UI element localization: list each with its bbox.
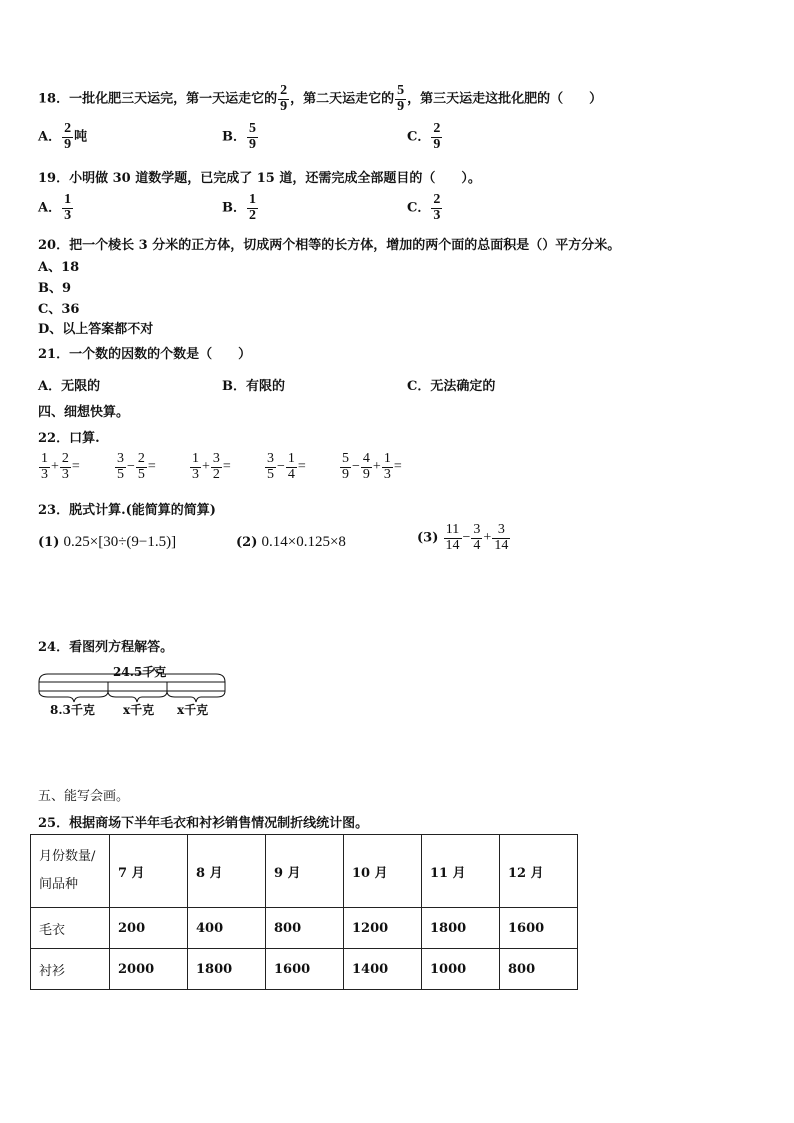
- row-label-shirt: 衬衫: [31, 949, 110, 990]
- question-21: 21．一个数的因数的个数是（ ）: [38, 347, 252, 362]
- q20-option-d: D、以上答案都不对: [38, 322, 154, 337]
- month-header: 12 月: [500, 835, 578, 908]
- section-4-heading: 四、细想快算。: [38, 405, 130, 420]
- month-header: 11 月: [422, 835, 500, 908]
- q18-text-post: ，第三天运走这批化肥的（ ）: [407, 91, 603, 107]
- q18-text-mid: ，第二天运走它的: [290, 91, 395, 107]
- q18-fraction-2: $\frac{5}{9}$: [397, 83, 405, 114]
- q18-option-c: C． $\frac{2}{9}$: [407, 121, 441, 152]
- q19-option-c: C． $\frac{2}{3}$: [407, 192, 441, 223]
- q18-text-pre: 18．一批化肥三天运完，第一天运走它的: [38, 91, 278, 107]
- q20-option-a: A、18: [38, 260, 80, 275]
- question-23-title: 23．脱式计算.(能简算的简算): [38, 503, 216, 518]
- table-cell: 1200: [344, 908, 422, 949]
- table-cell: 1400: [344, 949, 422, 990]
- q24-segment-3-label: x千克: [177, 703, 209, 717]
- q19-option-a: A． $\frac{1}{3}$: [38, 192, 72, 223]
- q20-option-b: B、9: [38, 281, 72, 296]
- sales-table: [30, 834, 578, 990]
- q24-segment-2-label: x千克: [123, 703, 155, 717]
- table-cell: 1600: [500, 908, 578, 949]
- q22-expression-2: $\frac{3}{5}$ − $\frac{2}{5}$ =: [117, 451, 156, 482]
- question-20: 20．把一个棱长 3 分米的正方体，切成两个相等的长方体，增加的两个面的总面积是（）平方分米。: [38, 238, 621, 253]
- month-header: 8 月: [188, 835, 266, 908]
- table-cell: 1600: [266, 949, 344, 990]
- question-22-title: 22．口算.: [38, 431, 100, 446]
- q18-fraction-1: $\frac{2}{9}$: [280, 83, 288, 114]
- q22-expression-1: $\frac{1}{3}$ + $\frac{2}{3}$ =: [41, 451, 80, 482]
- q23-part-3: (3) $\frac{11}{14}$ − $\frac{3}{4}$ + $\frac{3}{14}$: [417, 522, 509, 553]
- q24-segment-1-label: 8.3千克: [50, 703, 95, 717]
- q21-option-a: A．无限的: [38, 379, 101, 394]
- question-18: [38, 84, 602, 114]
- q22-expression-5: $\frac{5}{9}$ − $\frac{4}{9}$ + $\frac{1}{3}$ =: [342, 451, 402, 482]
- q24-total-label: 24.5千克: [113, 665, 167, 679]
- question-19: 19．小明做 30 道数学题，已完成了 15 道，还需完成全部题目的（ ）。: [38, 171, 481, 186]
- month-header: 10 月: [344, 835, 422, 908]
- table-header-row: [31, 835, 578, 908]
- question-25-title: 25．根据商场下半年毛衣和衬衫销售情况制折线统计图。: [38, 816, 369, 831]
- q23-part-2: (2) 0.14×0.125×8: [236, 534, 346, 550]
- question-24-title: 24．看图列方程解答。: [38, 640, 174, 655]
- q21-option-c: C．无法确定的: [407, 379, 496, 394]
- q21-option-b: B．有限的: [222, 379, 285, 394]
- q18-option-b: B． $\frac{5}{9}$: [222, 121, 256, 152]
- q22-expression-4: $\frac{3}{5}$ − $\frac{1}{4}$ =: [267, 451, 306, 482]
- q22-expression-3: $\frac{1}{3}$ + $\frac{3}{2}$ =: [192, 451, 231, 482]
- table-cell: 1800: [188, 949, 266, 990]
- table-cell: 400: [188, 908, 266, 949]
- q23-part-1: (1) 0.25×[30÷(9−1.5)]: [38, 534, 177, 550]
- table-cell: 800: [500, 949, 578, 990]
- q20-option-c: C、36: [38, 302, 80, 317]
- q18-option-a: A． $\frac{2}{9}$ 吨: [38, 121, 88, 152]
- table-cell: 800: [266, 908, 344, 949]
- table-row: [31, 908, 578, 949]
- section-5-heading: 五、能写会画。: [38, 789, 130, 804]
- table-corner-cell: 月份数量/ 间品种: [31, 835, 110, 908]
- q19-option-b: B． $\frac{1}{2}$: [222, 192, 256, 223]
- table-row: [31, 949, 578, 990]
- month-header: 7 月: [110, 835, 188, 908]
- row-label-sweater: 毛衣: [31, 908, 110, 949]
- table-cell: 1800: [422, 908, 500, 949]
- table-cell: 2000: [110, 949, 188, 990]
- table-cell: 1000: [422, 949, 500, 990]
- month-header: 9 月: [266, 835, 344, 908]
- table-cell: 200: [110, 908, 188, 949]
